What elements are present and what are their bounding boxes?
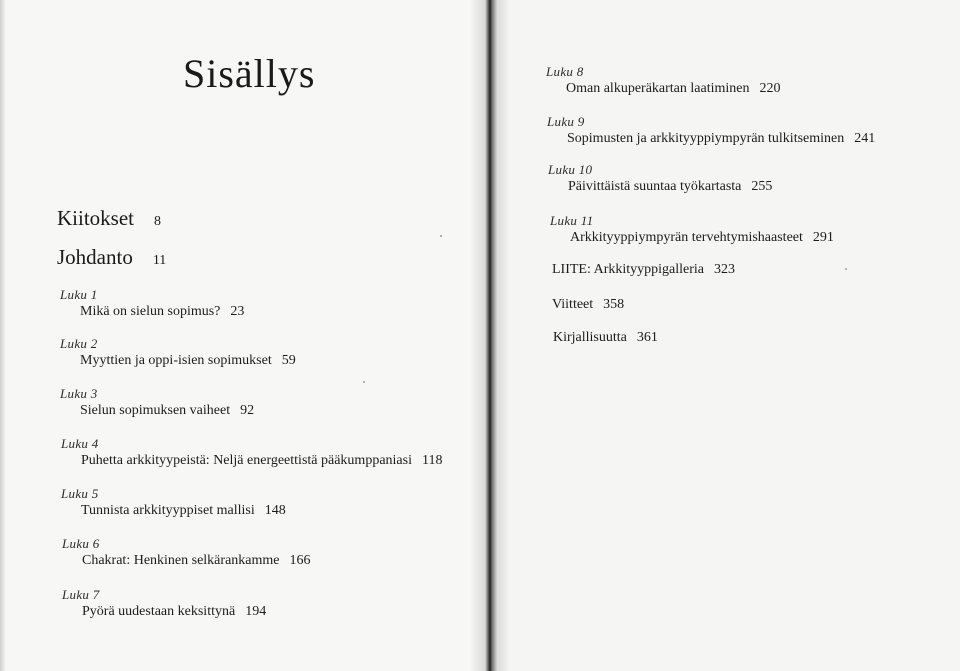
back-matter-entry [552, 262, 735, 278]
back-matter-entry [553, 330, 658, 346]
toc-entry [60, 287, 244, 320]
chapter-title: Sielun sopimuksen vaiheet [80, 403, 231, 418]
toc-entry [550, 213, 834, 246]
page-number: 92 [240, 403, 255, 418]
toc-line [567, 131, 875, 147]
page-number: 241 [854, 131, 876, 146]
page-number: 291 [812, 230, 834, 245]
page-number: 166 [289, 553, 311, 568]
toc-line [80, 403, 254, 419]
toc-line [82, 604, 266, 620]
back-matter-label: Kirjallisuutta [553, 330, 627, 345]
toc-entry [547, 114, 875, 147]
page-number: 118 [421, 453, 443, 468]
toc-line [81, 453, 442, 469]
toc-line [80, 304, 244, 320]
chapter-title: Pyörä uudestaan keksittynä [82, 604, 236, 619]
chapter-label: Luku 6 [62, 536, 100, 551]
chapter-title: Arkkityyppiympyrän tervehtymishaasteet [570, 230, 803, 245]
chapter-label: Luku 9 [547, 114, 585, 129]
toc-entry [60, 336, 296, 369]
page-number: 148 [264, 503, 286, 518]
chapter-title: Puhetta arkkityypeistä: Neljä energeettistä pääkumppaniasi [81, 453, 412, 468]
toc-entry [61, 436, 442, 469]
chapter-title: Päivittäistä suuntaa työkartasta [568, 179, 742, 194]
book-gutter [470, 0, 510, 671]
toc-entry [60, 386, 254, 419]
chapter-title: Sopimusten ja arkkityyppiympyrän tulkitseminen [567, 131, 845, 146]
paper-speck [845, 268, 847, 270]
toc-entry [546, 64, 780, 97]
chapter-label: Luku 1 [60, 287, 98, 302]
front-matter-entry [57, 245, 166, 270]
page-number: 255 [751, 179, 773, 194]
chapter-label: Luku 10 [548, 162, 593, 177]
page-number: 23 [230, 304, 245, 319]
chapter-title: Tunnista arkkityyppiset mallisi [81, 503, 255, 518]
chapter-label: Luku 4 [61, 436, 99, 451]
toc-line [566, 81, 780, 97]
back-matter-entry [552, 297, 624, 313]
chapter-label: Luku 11 [550, 213, 594, 228]
page-number: 194 [245, 604, 267, 619]
chapter-label: Luku 3 [60, 386, 98, 401]
paper-speck [363, 381, 365, 383]
toc-entry [62, 587, 266, 620]
paper-speck [440, 235, 442, 237]
toc-entry [61, 486, 286, 519]
page-number: 361 [636, 330, 658, 345]
toc-line [570, 230, 834, 246]
page-title: Sisällys [183, 51, 316, 96]
chapter-title: Mikä on sielun sopimus? [80, 304, 221, 319]
page-number: 323 [714, 262, 736, 277]
back-matter-label: LIITE: Arkkityyppigalleria [552, 262, 705, 277]
back-matter-label: Viitteet [552, 297, 594, 312]
chapter-title: Myyttien ja oppi-isien sopimukset [80, 353, 272, 368]
chapter-label: Luku 5 [61, 486, 99, 501]
chapter-label: Luku 7 [62, 587, 100, 602]
chapter-title: Oman alkuperäkartan laatiminen [566, 81, 750, 96]
chapter-title: Chakrat: Henkinen selkärankamme [82, 553, 280, 568]
page-number: 11 [152, 253, 167, 268]
page-edge-shadow [0, 0, 6, 671]
front-matter-label: Kiitokset [57, 206, 134, 230]
toc-line [80, 353, 296, 369]
chapter-label: Luku 2 [60, 336, 98, 351]
chapter-label: Luku 8 [546, 64, 584, 79]
toc-entry [548, 162, 772, 195]
toc-line [82, 553, 310, 569]
front-matter-label: Johdanto [57, 245, 133, 269]
front-matter-entry [57, 206, 161, 231]
toc-line [81, 503, 286, 519]
page-number: 220 [759, 81, 781, 96]
page-number: 8 [154, 214, 161, 229]
page-number: 358 [603, 297, 625, 312]
toc-line [568, 179, 772, 195]
toc-entry [62, 536, 310, 569]
page-number: 59 [281, 353, 296, 368]
right-page [510, 0, 960, 671]
